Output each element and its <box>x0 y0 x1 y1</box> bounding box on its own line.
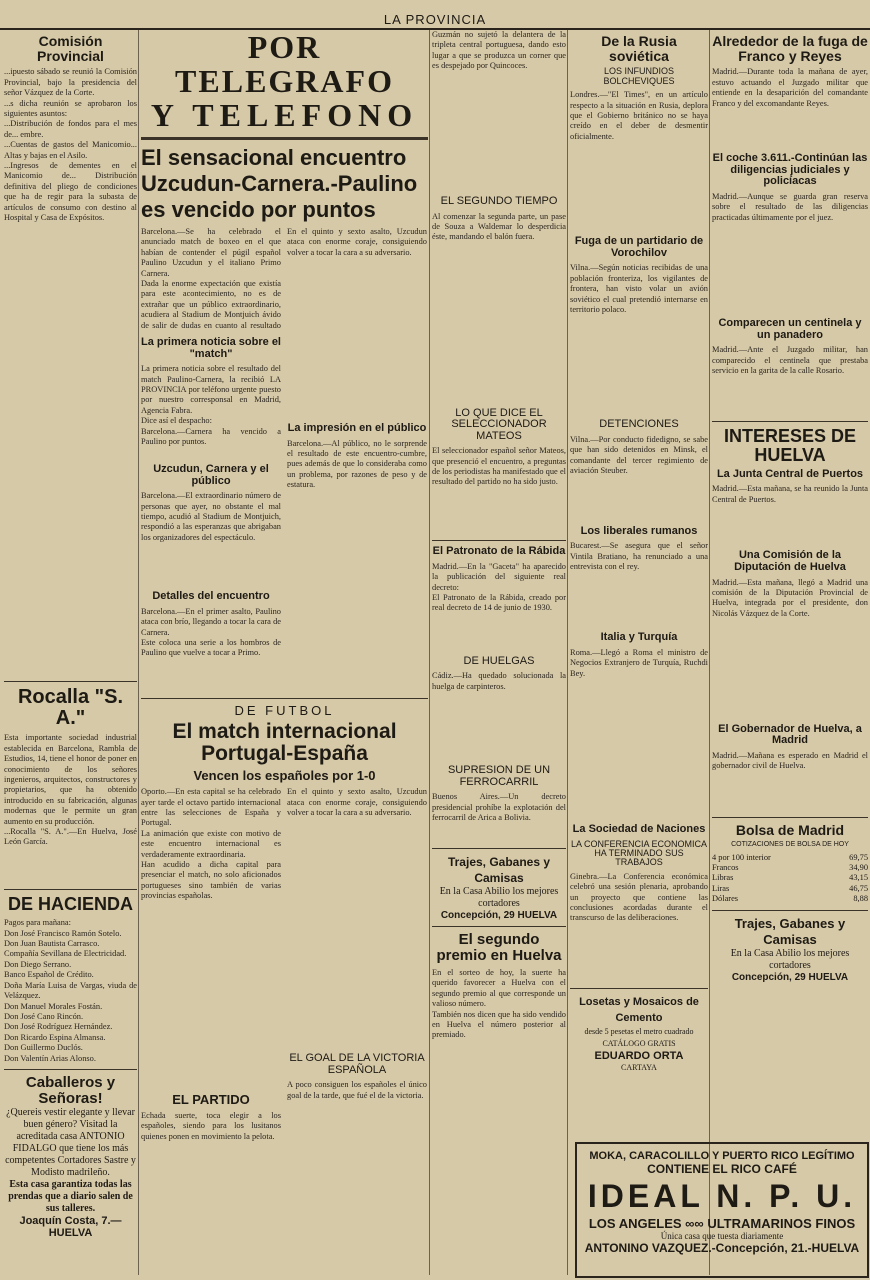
list-item: Don Valentín Arias Alonso. <box>4 1053 96 1063</box>
article-body: Bucarest.—Se asegura que el señor Vintila Bratiano, ha renunciado a una entrevista con el rey. <box>570 541 708 572</box>
article-headline: Comparecen un centinela y un panadero <box>718 317 862 341</box>
column-rule <box>567 30 568 1275</box>
subcolumn <box>287 787 427 1166</box>
two-column-block <box>141 787 428 1166</box>
article-subhead: Detalles del encuentro <box>152 590 270 603</box>
advertisement-fidalgo <box>4 1075 137 1239</box>
article-body: Cádiz.—Ha quedado solucionada la huelga de carpinteros. <box>432 671 566 691</box>
divider <box>141 137 428 140</box>
article-subhead: Vencen los españoles por 1-0 <box>193 768 376 784</box>
ad-text: CATÁLOGO GRATIS <box>602 1038 676 1048</box>
divider <box>570 988 708 989</box>
row-value: 34,90 <box>849 863 868 873</box>
row-label: 4 por 100 interior <box>712 852 771 862</box>
article-body: Vilna.—Por conducto fidedigno, se sabe que han sido detenidos en Minsk, el comandante del tercer regimiento de aviación Steuber. <box>570 434 708 476</box>
article-headline: La Junta Central de Puertos <box>716 467 864 480</box>
article-subhead: La primera noticia sobre el "match" <box>141 336 281 360</box>
two-column-block <box>141 227 428 693</box>
article-headline: Rocalla "S. A." <box>17 686 124 730</box>
article-headline: El coche 3.611.-Continúan las diligencias judiciales y policíacas <box>712 152 868 188</box>
table-row <box>712 853 868 863</box>
article-body: A poco consiguen los españoles el único goal de la tarde, que fué el de la victoria. <box>287 1080 427 1100</box>
article-body: Madrid.—En la "Gaceta" ha aparecido la publicación del siguiente real decreto: El Patronato de la Rábida, creado por real decreto de 14 de junio de 1930. <box>432 561 566 613</box>
article-body: Barcelona.—Al público, no le sorprende el resultado de este encuentro-cumbre, pues además de que lo consideraba como un problema, por razones de peso y de estatura. <box>287 438 427 490</box>
article-body: Roma.—Llegó a Roma el ministro de Negocios Extranjero de Turquía, Ruchdi Bey. <box>570 647 708 678</box>
row-label: Dólares <box>712 894 739 904</box>
divider <box>432 540 566 541</box>
ad-address: Joaquín Costa, 7.—HUELVA <box>19 1214 122 1239</box>
table-title: Bolsa de Madrid <box>735 821 845 838</box>
divider <box>712 421 868 422</box>
article-body: Al comenzar la segunda parte, un pase de Souza a Waldemar lo desperdicia éste, mandando el balón fuera. <box>432 211 566 242</box>
masthead-title: LA PROVINCIA <box>383 12 487 27</box>
advertisement-abilio <box>712 916 868 983</box>
article-body: ...ipuesto sábado se reunió la Comisión Provincial, bajo la presidencia del señor Vázquez de la Corte. ...s dicha reunión se aprobaron los siguientes asuntos: ...Distribución de fondos para el mes de... embre. ...Cuentas de gastos del Manicomio... Altas y bajas en el Asilo. ...Ingresos de dementes en el Manicomio de... Distribución definitiva del pliego de condiciones que ha de regir para la subasta de artículos de consumo con destino al Hospital y Casa de Expósitos. <box>4 67 137 223</box>
advertisement-abilio <box>432 854 566 921</box>
article-subhead: EL SEGUNDO TIEMPO <box>440 195 558 207</box>
list-item: Don José Rodríguez Hernández. <box>4 1022 113 1032</box>
list-item: Don Diego Serrano. <box>4 959 72 969</box>
article-subhead: EL GOAL DE LA VICTORIA ESPAÑOLA <box>289 1052 425 1076</box>
divider <box>432 926 566 927</box>
divider <box>432 848 566 849</box>
subcolumn <box>141 787 281 1166</box>
article-headline: Comisión Provincial <box>37 33 104 64</box>
article-body: El seleccionador español señor Mateos, que presenció el encuentro, a preguntas de los periodistas ha manifestado que el resultado del partido no ha sido justo. <box>432 446 566 487</box>
list-item: Don Juan Bautista Carrasco. <box>4 939 100 949</box>
table-subtitle: COTIZACIONES DE BOLSA DE HOY <box>731 841 849 849</box>
article-body: La primera noticia sobre el resultado del match Paulino-Carnera, la recibió LA PROVINCIA por teléfono urgente puesto por nuestro corresponsal en Madrid, Agencia Fabra. Dice así el despacho: Barcelona.—Carnera ha vencido a Paulino por puntos. <box>141 364 281 446</box>
article-body: Vilna.—Según noticias recibidas de una población fronteriza, los vigilantes de frontera, han visto volar un avión soviético el cual pretendió internarse en territorio polaco. <box>570 263 708 314</box>
payee-list <box>4 929 137 1064</box>
row-value: 46,75 <box>849 883 868 893</box>
article-body: Madrid.—Ante el Juzgado militar, han comparecido el centinela que prestaba servicio en la garita de la calle Rosario. <box>712 345 868 375</box>
column-3 <box>432 30 566 1275</box>
column-rule <box>429 30 430 1275</box>
divider <box>4 889 137 890</box>
article-body: Madrid.—Durante toda la mañana de ayer, estuvo actuando el Juzgado militar que entiende en la desaparición del comandante Franco y del excomandante Reyes. <box>712 67 868 108</box>
ad-text: desde 5 pesetas el metro cuadrado <box>584 1026 694 1036</box>
list-item: Don José Cano Rincón. <box>4 1011 84 1021</box>
article-headline: Italia y Turquía <box>600 631 678 644</box>
article-body: Oporto.—En esta capital se ha celebrado ayer tarde el octavo partido internacional entre las selecciones de España y Portugal. La animación que existe con motivo de este encuentro internacional es verdaderamente extraordinaria. Han acudido a dicha capital para presenciar el match, no solo aficionados portugueses sino también de varias provincias españolas. <box>141 787 281 901</box>
divider <box>712 817 868 818</box>
article-subhead: SUPRESION DE UN FERROCARRIL <box>447 764 551 788</box>
list-item: Don Manuel Morales Fostán. <box>4 1001 103 1011</box>
article-headline: El match internacional Portugal-España <box>172 720 397 766</box>
divider <box>4 681 137 682</box>
advertisement-orta <box>570 994 708 1074</box>
row-label: Liras <box>712 883 730 893</box>
list-item: Don Ricardo Espina Almansa. <box>4 1032 106 1042</box>
row-value: 43,15 <box>849 873 868 883</box>
article-subhead: LOS INFUNDIOS BOLCHEVIQUES <box>603 66 675 86</box>
masthead <box>0 12 870 30</box>
article-body: En el quinto y sexto asalto, Uzcudun ataca con enorme coraje, consiguiendo volver a tocar la cara a su adversario. <box>287 787 427 817</box>
list-item: Banco Español de Crédito. <box>4 970 94 980</box>
row-label: Libras <box>712 873 734 883</box>
advertisement-ideal <box>575 1142 869 1278</box>
table-row <box>712 894 868 904</box>
column-5 <box>712 30 868 1135</box>
list-item: Doña María Luisa de Vargas, viuda de Velázquez. <box>4 980 137 1001</box>
column-rule <box>138 30 139 1275</box>
ad-text: Esta casa garantiza todas las prendas que a diario salen de sus talleres. <box>8 1178 133 1214</box>
article-body: Esta importante sociedad industrial establecida en Barcelona, Rambla de Estudios, 14, tiene el honor de poner en conocimiento de los señores ingenieros, arquitectos, constructores y propietarios, que ha obtenido introducido en su fabricación, algunas modernas que le permite un gran aumento en su producción. ...Rocalla "S. A.".—En Huelva, José León García. <box>4 733 137 847</box>
ad-title: Trajes, Gabanes y Camisas <box>734 915 846 947</box>
ad-address: Concepción, 29 HUELVA <box>440 910 558 922</box>
article-body: Echada suerte, toca elegir a los españoles, siendo para los lusitanos quienes ponen en movimiento la pelota. <box>141 1110 281 1141</box>
article-body: Guzmán no sujetó la delantera de la tripleta central portuguesa, dando esto lugar a que se produzca un corner que es despejado por Quincoces. <box>432 30 566 71</box>
article-body: Ginebra.—La Conferencia económica celebró una sesión plenaria, aprobando un proyecto que contiene las conclusiones acordadas durante el transcurso de las deliberaciones. <box>570 871 708 923</box>
article-headline: El Gobernador de Huelva, a Madrid <box>718 722 862 747</box>
article-subhead: EL PARTIDO <box>172 1092 250 1108</box>
article-body: Madrid.—Mañana es esperado en Madrid el gobernador civil de Huelva. <box>712 750 868 771</box>
article-headline: Fuga de un partidario de Vorochilov <box>574 235 704 259</box>
ad-text: Única casa que tuesta diariamente <box>660 1231 784 1241</box>
column-rule <box>709 30 710 1275</box>
article-headline: El segundo premio en Huelva <box>436 931 562 965</box>
article-body: En el sorteo de hoy, la suerte ha querido favorecer a Huelva con el segundo premio al que corresponde un valioso número. También nos dicen que ha sido vendido en Huelva el número posterior al premiado. <box>432 967 566 1040</box>
ad-text: CONTIENE EL RICO CAFÉ <box>647 1162 797 1176</box>
article-headline: El Patronato de la Rábida <box>432 545 566 558</box>
divider <box>4 1069 137 1070</box>
row-value: 8,88 <box>853 894 868 904</box>
article-body: Madrid.—Aunque se guarda gran reserva sobre el resultado de las diligencias practicadas últimamente por el juez. <box>712 192 868 222</box>
ad-address: Concepción, 29 HUELVA <box>731 971 849 983</box>
ad-address: ANTONINO VAZQUEZ.-Concepción, 21.-HUELVA <box>584 1241 860 1255</box>
article-body: Barcelona.—El extraordinario número de personas que ayer, no obstante el mal tiempo, acudió al Stadium de Montjuich, respondió a las esperanzas que abrigaban los organizadores del espectáculo. <box>141 491 281 542</box>
section-title: POR TELEGRAFO <box>175 30 394 99</box>
article-subhead: DE HUELGAS <box>463 654 535 667</box>
section-headline: INTERESES DE HUELVA <box>723 426 857 465</box>
article-subhead: Uzcudun, Carnera y el público <box>153 463 269 487</box>
article-body: Madrid.—Esta mañana, se ha reunido la Junta Central de Puertos. <box>712 484 868 504</box>
list-item: Don Guillermo Duclós. <box>4 1043 83 1053</box>
list-item: Don José Francisco Ramón Sotelo. <box>4 928 122 938</box>
article-subhead: La impresión en el público <box>287 422 427 434</box>
article-headline: Una Comisión de la Diputación de Huelva <box>734 549 846 573</box>
table-row <box>712 873 868 883</box>
article-body: Barcelona.—Se ha celebrado el anunciado match de boxeo en el que habían de contender el púgil español Paulino Uzcudun y el italiano Primo Carnera. Dada la enorme expectación que existía para este acontecimiento, no es de extrañar que un público extraordinario, acudiera al Stadium de Montjuich ávido de salir de dudas en cuanto al resultado <box>141 227 281 330</box>
column-4 <box>570 30 708 1135</box>
ad-title: Trajes, Gabanes y Camisas <box>447 855 551 886</box>
row-value: 69,75 <box>849 852 868 862</box>
list-item: Compañía Sevillana de Electricidad. <box>4 949 127 959</box>
divider <box>712 910 868 911</box>
table-row <box>712 863 868 873</box>
ad-text: En la Casa Abilio los mejores cortadores <box>439 886 559 910</box>
article-body: Pagos para mañana: <box>4 918 71 928</box>
article-subhead: DETENCIONES <box>599 418 679 431</box>
ad-title: IDEAL N. P. U. <box>587 1178 857 1214</box>
article-body: Buenos Aires.—Un decreto presidencial prohíbe la explotación del ferrocarril de Arica a Bolivia. <box>432 792 566 823</box>
section-title: Y TELEFONO <box>150 97 419 133</box>
ad-title: Caballeros y Señoras! <box>25 1073 116 1107</box>
divider <box>141 698 428 699</box>
article-body: Londres.—"El Times", en un artículo respecto a la situación en Rusia, deplora que el Gobierno británico no se haya creído en el deber de desmentir oficialmente. <box>570 90 708 141</box>
section-headline: DE HACIENDA <box>7 894 133 915</box>
article-headline: La Sociedad de Naciones <box>572 822 706 835</box>
article-subhead: LA CONFERENCIA ECONOMICA HA TERMINADO SUS TRABAJOS <box>570 838 708 868</box>
ad-city: CARTAYA <box>621 1062 657 1072</box>
article-headline: El sensacional encuentro Uzcudun-Carnera.-Paulino es vencido por puntos <box>141 145 418 222</box>
article-subhead: LO QUE DICE EL SELECCIONADOR MATEOS <box>451 406 547 442</box>
article-headline: Los liberales rumanos <box>580 524 698 537</box>
article-body: En el quinto y sexto asalto, Uzcudun ataca con enorme coraje, consiguiendo volver a tocar la cara a su adversario. <box>287 227 427 257</box>
article-body: Barcelona.—En el primer asalto, Paulino ataca con brío, llegando a tocar la cara de Carnera. Este coloca una serie a los hombros de Paulino que vuelve a tocar a Primo. <box>141 606 281 658</box>
subcolumn <box>141 227 281 693</box>
ad-title: Losetas y Mosaicos de Cemento <box>579 995 699 1024</box>
ad-text: MOKA, CARACOLILLO Y PUERTO RICO LEGÍTIMO <box>589 1150 855 1162</box>
ad-text: En la Casa Abilio los mejores cortadores <box>730 947 850 971</box>
ad-text: ¿Quereis vestir elegante y llevar buen género? Visitad la acreditada casa ANTONIO FIDALGO que tiene los más competentes Cortadores Sastre y Modisto madrileño. <box>5 1106 136 1178</box>
ad-name: EDUARDO ORTA <box>594 1049 684 1062</box>
article-headline: Alrededor de la fuga de Franco y Reyes <box>712 33 868 64</box>
article-headline: De la Rusia soviética <box>601 33 677 64</box>
stock-table <box>712 823 868 905</box>
subcolumn <box>287 227 427 693</box>
table-row <box>712 884 868 894</box>
article-body: Madrid.—Esta mañana, llegó a Madrid una comisión de la Diputación Provincial de Huelva, integrada por el presidente, don Nicolás Vázquez de la Corte. <box>712 577 868 618</box>
column-1 <box>4 30 137 1275</box>
row-label: Francos <box>712 863 739 873</box>
section-title: DE FUTBOL <box>234 702 335 718</box>
column-2 <box>141 30 428 1275</box>
ad-text: LOS ANGELES ∞∞ ULTRAMARINOS FINOS <box>588 1216 856 1231</box>
